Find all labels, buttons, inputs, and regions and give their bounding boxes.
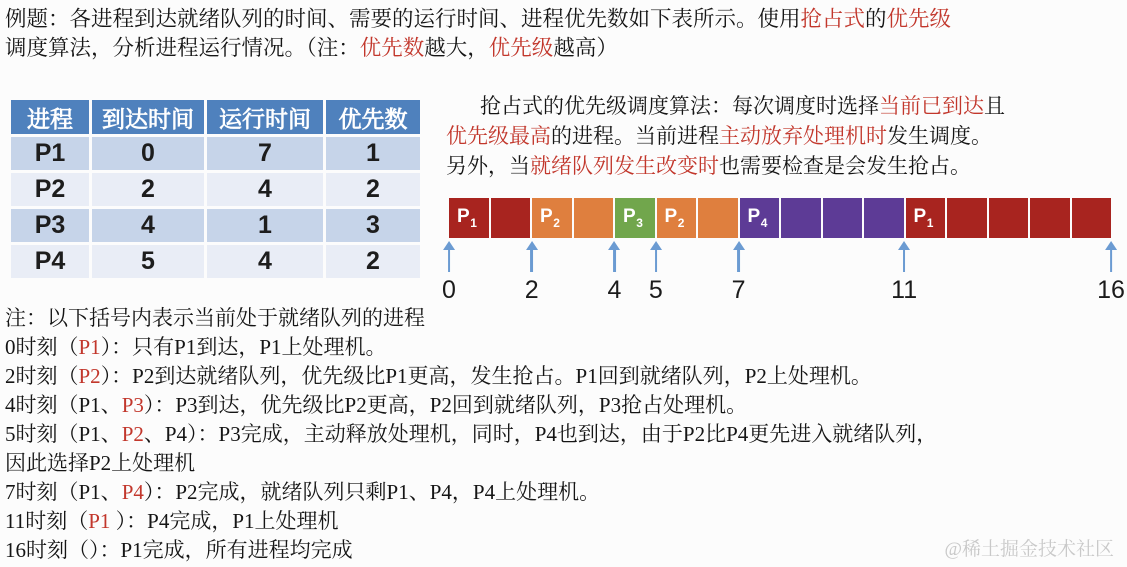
gantt-chart [449,198,1111,238]
highlighted-text: 抢占式 [800,7,866,31]
gantt-cell-p1-t1 [491,198,531,238]
table-header-row [11,100,420,134]
tick-number: 4 [607,276,622,304]
gantt-cell-p3-t4 [615,198,655,238]
text-run: 的 [865,7,887,31]
note-line [5,478,1125,507]
timeline-tick-7 [732,241,746,305]
table-cell: P3 [11,209,89,242]
arrow-line [448,250,451,272]
timeline-tick-0 [442,241,456,305]
note-line [5,507,1125,536]
gantt-cell-p1-t13 [989,198,1029,238]
text-run: 注：以下括号内表示当前处于就绪队列的进程 [5,306,425,330]
table-header-cell: 运行时间 [207,100,323,134]
arrow-line [613,250,616,272]
algorithm-explanation [446,91,1124,181]
gantt-cell-p1-t14 [1030,198,1070,238]
note-line [5,362,1125,391]
note-line [5,304,1125,333]
gantt-cell-p2-t5 [657,198,697,238]
gantt-cell-p1-t11 [906,198,946,238]
explanation-line-1 [446,91,1124,121]
gantt-segment-label: $P_4$ [747,206,768,230]
table-row [11,173,420,206]
gantt-segment-label: $P_1$ [457,206,478,230]
gantt-cell-p2-t3 [574,198,614,238]
highlighted-text: 就绪队列发生改变时 [530,154,719,178]
timeline-tick-16 [1097,241,1125,305]
table-cell: 5 [92,245,204,278]
highlighted-text: P1 [88,509,111,533]
table-header-cell: 进程 [11,100,89,134]
table-row [11,137,420,170]
highlighted-text: 当前已到达 [879,94,984,118]
text-run: 例题：各进程到达就绪队列的时间、需要的运行时间、进程优先数如下表所示。使用 [5,7,801,31]
text-run: 16时刻（）：P1完成，所有进程均完成 [5,538,353,562]
note-line [5,391,1125,420]
gantt-segment-label: $P_3$ [623,206,644,230]
timeline-ticks [442,241,1125,304]
highlighted-text: 优先级 [488,36,554,60]
up-arrow-icon [443,241,455,250]
text-run: ）：P2完成，就绪队列只剩P1、P4，P4上处理机。 [143,480,601,504]
gantt-cell-p1-t15 [1072,198,1112,238]
problem-line-2 [5,34,1122,63]
tick-number: 5 [648,276,663,304]
table-cell: 7 [207,137,323,170]
table-cell: 2 [92,173,204,206]
schedule-notes [5,304,1125,565]
note-line [5,420,1125,449]
highlighted-text: P2 [121,422,144,446]
text-run: 、P4）：P3完成，主动释放处理机，同时，P4也到达，由于P2比P4更先进入就绪队列， [143,422,938,446]
up-arrow-icon [733,241,745,250]
text-run: 因此选择P2上处理机 [5,451,196,475]
highlighted-text: 优先数 [359,36,425,60]
gantt-segment-label: $P_1$ [913,206,934,230]
tick-number: 16 [1097,276,1125,304]
table-row [11,245,420,278]
table-cell: 4 [92,209,204,242]
table-cell: 2 [326,173,420,206]
highlighted-text: P4 [121,480,144,504]
gantt-cell-p1-t0 [449,198,489,238]
highlighted-text: P2 [78,364,101,388]
text-run: 5时刻（P1、 [5,422,122,446]
text-run: 11时刻（ [5,509,89,533]
table-cell: 2 [326,245,420,278]
table-cell: 3 [326,209,420,242]
up-arrow-icon [609,241,621,250]
table-body [11,137,420,278]
table-header-cell: 优先数 [326,100,420,134]
up-arrow-icon [898,241,910,250]
text-run: 调度算法，分析进程运行情况。（注： [5,36,360,60]
timeline-tick-5 [649,241,663,305]
up-arrow-icon [1105,241,1117,250]
arrow-line [531,250,534,272]
table-cell: P4 [11,245,89,278]
gantt-segment-label: $P_2$ [540,206,561,230]
gantt-cell-p4-t8 [781,198,821,238]
text-run: 也需要检查是会发生抢占。 [719,154,971,178]
arrow-line [655,250,658,272]
highlighted-text: P3 [121,393,144,417]
up-arrow-icon [526,241,538,250]
text-run: ）：P2到达就绪队列，优先级比P1更高，发生抢占。P1回到就绪队列，P2上处理机。 [100,364,872,388]
arrow-line [1110,250,1113,272]
tick-number: 11 [891,276,918,304]
text-run: 7时刻（P1、 [5,480,122,504]
up-arrow-icon [650,241,662,250]
problem-statement [5,5,1122,63]
text-run: 且 [984,94,1005,118]
note-line [5,449,1125,478]
table-cell: P1 [11,137,89,170]
timeline-tick-2 [525,241,539,305]
watermark: @稀土掘金技术社区 [944,539,1114,560]
gantt-segment-label: $P_2$ [664,206,685,230]
text-run: ）：P4完成，P1上处理机 [110,509,339,533]
text-run: 0时刻（ [5,335,79,359]
text-run: 发生调度。 [887,124,992,148]
tick-number: 7 [731,276,746,304]
table-cell: 4 [207,173,323,206]
table-cell: 0 [92,137,204,170]
table-header-cell: 到达时间 [92,100,204,134]
explanation-line-3 [446,151,1124,181]
timeline-tick-11 [891,241,917,305]
text-run: 抢占式的优先级调度算法：每次调度时选择 [480,94,879,118]
tick-number: 0 [442,276,456,304]
gantt-cell-p2-t6 [698,198,738,238]
table-cell: 1 [207,209,323,242]
text-run: 的进程。当前进程 [551,124,719,148]
highlighted-text: 主动放弃处理机时 [719,124,887,148]
highlighted-text: 优先级 [886,7,952,31]
text-run: ）：只有P1到达，P1上处理机。 [100,335,387,359]
highlighted-text: 优先级最高 [446,124,551,148]
table-cell: 4 [207,245,323,278]
text-run: ）：P3到达，优先级比P2更高，P2回到就绪队列，P3抢占处理机。 [143,393,748,417]
gantt-cell-p2-t2 [532,198,572,238]
highlighted-text: P1 [78,335,101,359]
arrow-line [903,250,906,272]
problem-line-1 [5,5,1122,34]
table-row [11,209,420,242]
note-line [5,333,1125,362]
gantt-cell-p4-t9 [823,198,863,238]
text-run: 另外，当 [446,154,530,178]
text-run: 4时刻（P1、 [5,393,122,417]
timeline-tick-4 [608,241,622,305]
text-run: 2时刻（ [5,364,79,388]
process-table [8,97,423,281]
table-cell: P2 [11,173,89,206]
text-run: 越高） [553,36,618,60]
table-cell: 1 [326,137,420,170]
arrow-line [737,250,740,272]
gantt-cell-p4-t10 [864,198,904,238]
gantt-cell-p1-t12 [947,198,987,238]
text-run: 越大， [424,36,489,60]
gantt-cell-p4-t7 [740,198,780,238]
explanation-line-2 [446,121,1124,151]
tick-number: 2 [524,276,539,304]
